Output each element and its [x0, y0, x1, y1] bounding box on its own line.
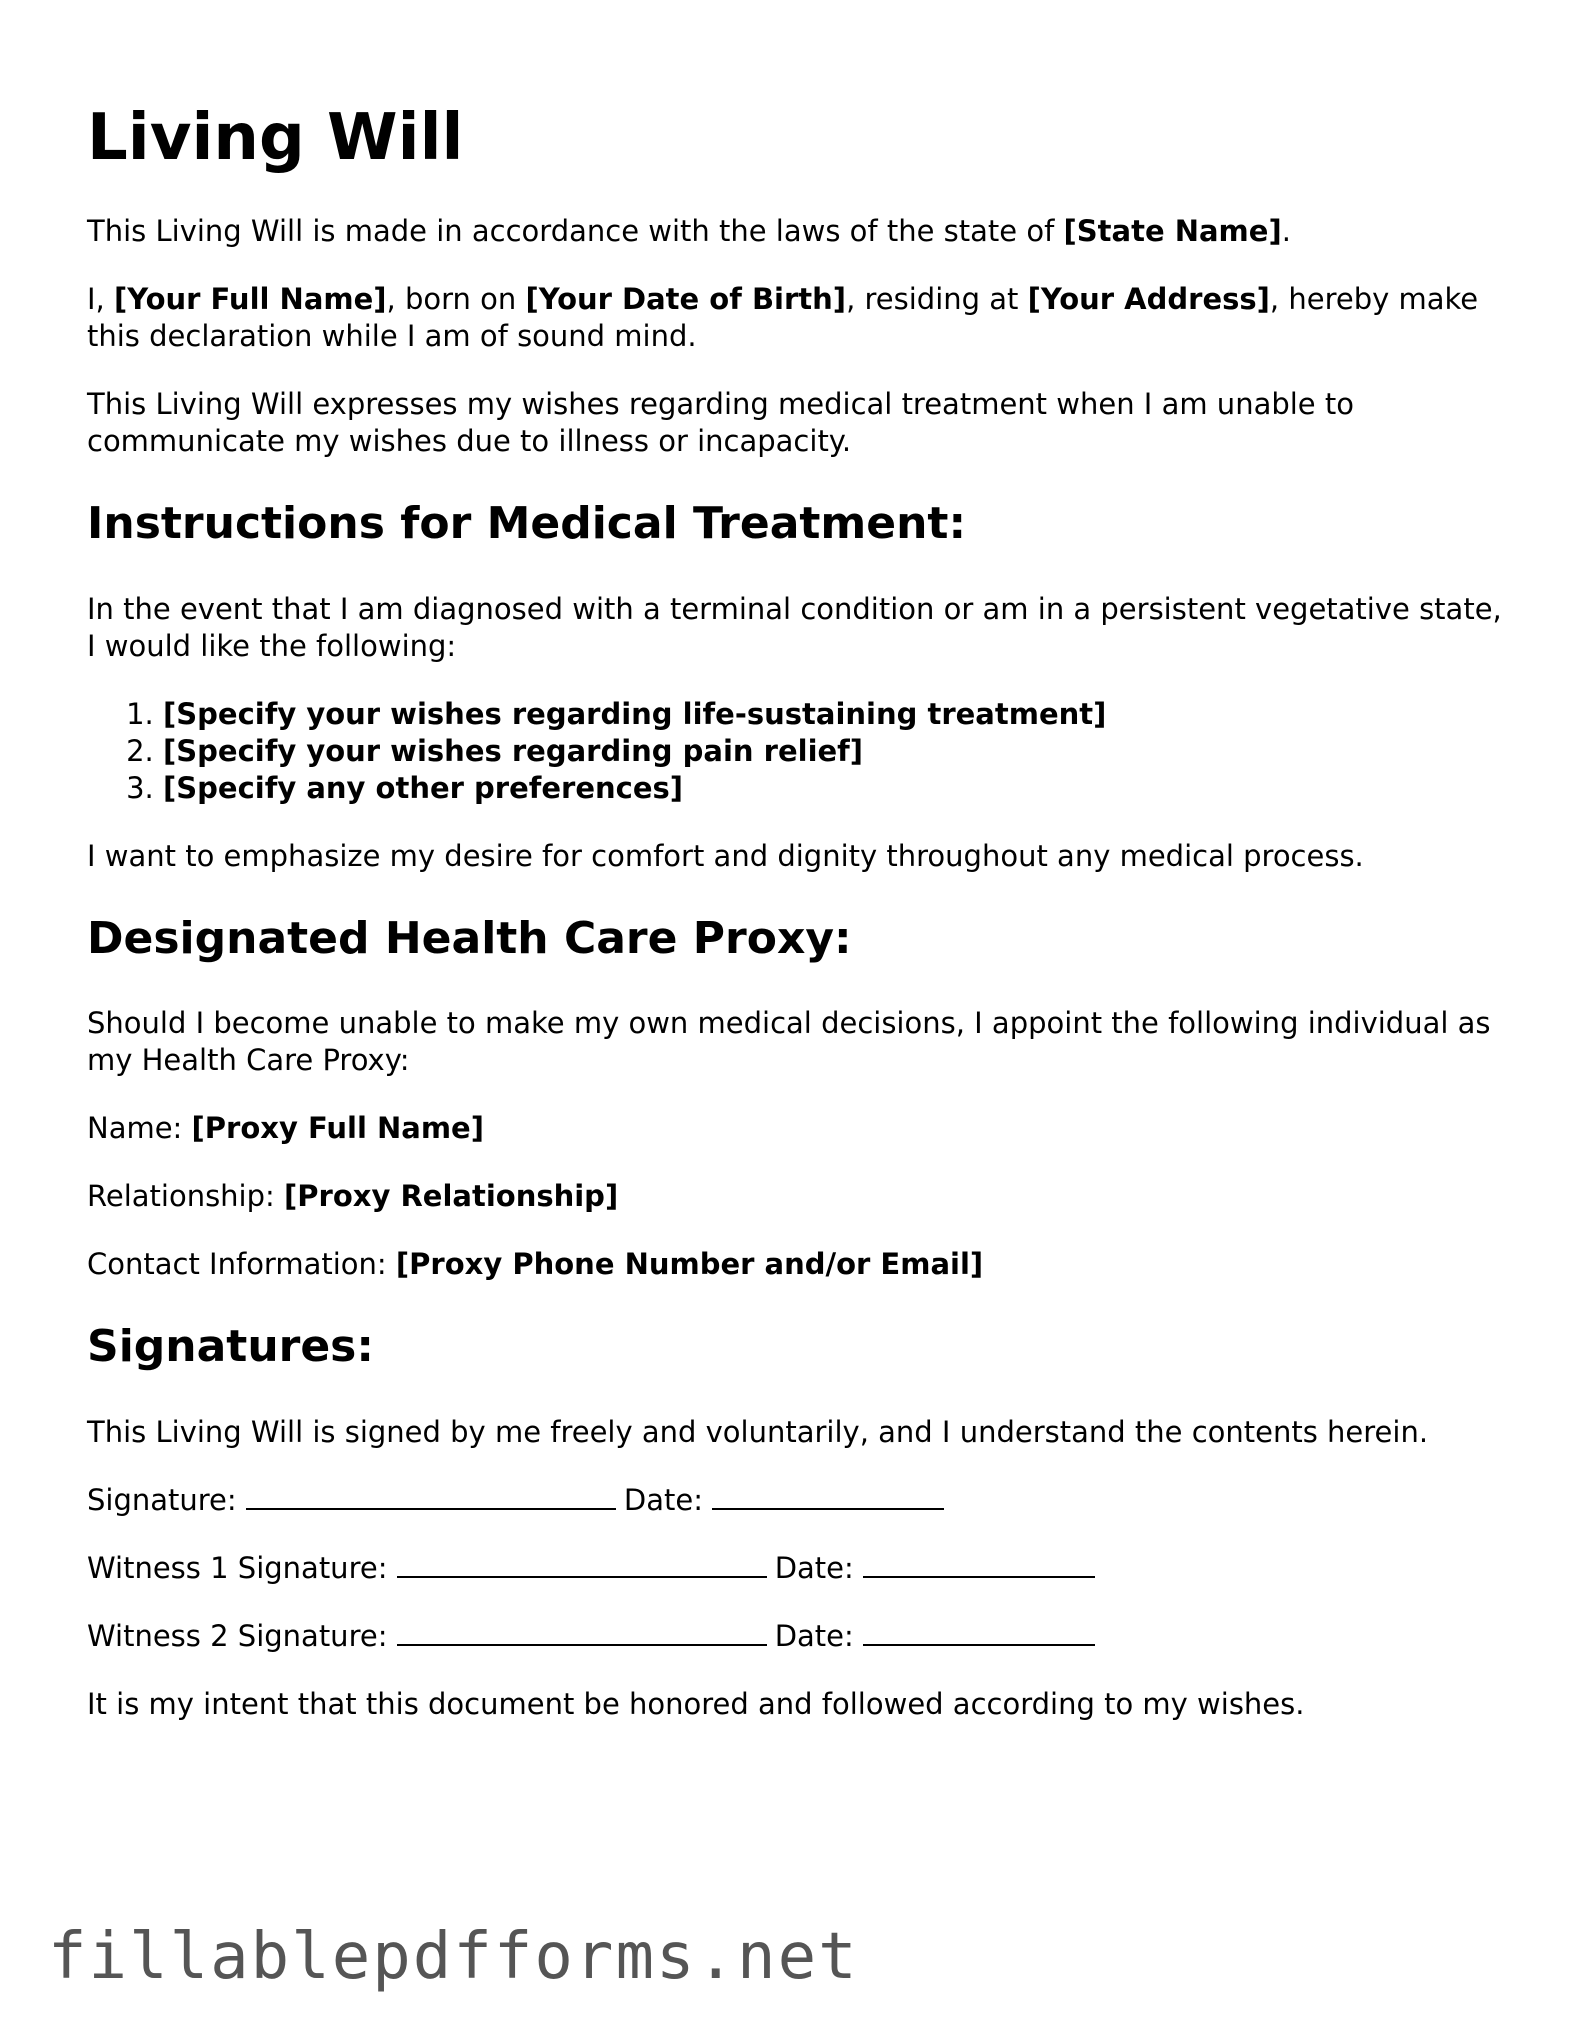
- document-title: Living Will: [87, 101, 464, 175]
- date-label: Date:: [623, 1483, 713, 1518]
- closing-statement: It is my intent that this document be honored and followed according to my wishes.: [87, 1687, 1305, 1722]
- treatment-lead: In the event that I am diagnosed with a terminal condition or am in a persistent vegetative state, I would like the following:: [87, 591, 1502, 663]
- treatment-item-life-sustaining: 1. [Specify your wishes regarding life-sustaining treatment]: [163, 696, 1507, 733]
- proxy-lead: Should I become unable to make my own medical decisions, I appoint the following individual as my Health Care Proxy:: [87, 1006, 1491, 1078]
- state-name-field: [State Name]: [1063, 213, 1282, 248]
- witness2-signature-blank[interactable]: [397, 1618, 767, 1646]
- witness1-signature-blank[interactable]: [397, 1550, 767, 1578]
- date-blank[interactable]: [712, 1482, 944, 1510]
- watermark-text: fillablepdfforms.net: [48, 1920, 859, 1994]
- decl-residing: , residing at: [846, 281, 1028, 316]
- proxy-name-field: [Proxy Full Name]: [191, 1111, 484, 1146]
- proxy-relationship-label: Relationship:: [87, 1179, 285, 1214]
- date-of-birth-field: [Your Date of Birth]: [525, 281, 847, 316]
- decl-born: , born on: [386, 281, 526, 316]
- decl-prefix: I,: [87, 281, 114, 316]
- full-name-field: [Your Full Name]: [114, 281, 387, 316]
- signature-blank[interactable]: [246, 1482, 616, 1510]
- signature-label: Signature:: [87, 1483, 246, 1518]
- signatures-heading: Signatures:: [87, 1321, 374, 1373]
- treatment-heading: Instructions for Medical Treatment:: [87, 497, 967, 549]
- treatment-emphasis: I want to emphasize my desire for comfort and dignity throughout any medical process.: [87, 838, 1364, 873]
- proxy-contact-label: Contact Information:: [87, 1247, 396, 1282]
- signatures-statement: This Living Will is signed by me freely and voluntarily, and I understand the contents herein.: [87, 1415, 1429, 1450]
- purpose-statement: This Living Will expresses my wishes regarding medical treatment when I am unable to communicate my wishes due to illness or incapacity.: [87, 386, 1354, 458]
- treatment-list: [87, 696, 1507, 807]
- declarant-signature-line: [87, 1482, 1507, 1519]
- witness1-label: Witness 1 Signature:: [87, 1551, 397, 1586]
- proxy-heading: Designated Health Care Proxy:: [87, 912, 852, 964]
- law-prefix: This Living Will is made in accordance with the laws of the state of: [87, 213, 1064, 248]
- witness1-date-label: Date:: [774, 1551, 863, 1586]
- document-page: [87, 100, 1507, 1754]
- proxy-name-line: [87, 1110, 1507, 1147]
- proxy-relationship-field: [Proxy Relationship]: [284, 1179, 619, 1214]
- witness2-label: Witness 2 Signature:: [87, 1619, 397, 1654]
- witness1-date-blank[interactable]: [863, 1550, 1095, 1578]
- address-field: [Your Address]: [1027, 281, 1270, 316]
- proxy-contact-line: [87, 1246, 1507, 1283]
- declaration-statement: [87, 281, 1507, 355]
- witness1-signature-line: [87, 1550, 1507, 1587]
- proxy-name-label: Name:: [87, 1111, 192, 1146]
- decl-suffix: , hereby make this declaration while I am of sound mind.: [87, 281, 1479, 353]
- witness2-date-blank[interactable]: [863, 1618, 1095, 1646]
- treatment-item-pain-relief: 2. [Specify your wishes regarding pain relief]: [163, 733, 1507, 770]
- witness2-date-label: Date:: [774, 1619, 863, 1654]
- law-statement: [87, 213, 1507, 250]
- treatment-item-other: 3. [Specify any other preferences]: [163, 770, 1507, 807]
- proxy-contact-field: [Proxy Phone Number and/or Email]: [395, 1247, 984, 1282]
- proxy-relationship-line: [87, 1178, 1507, 1215]
- law-suffix: .: [1281, 213, 1291, 248]
- witness2-signature-line: [87, 1618, 1507, 1655]
